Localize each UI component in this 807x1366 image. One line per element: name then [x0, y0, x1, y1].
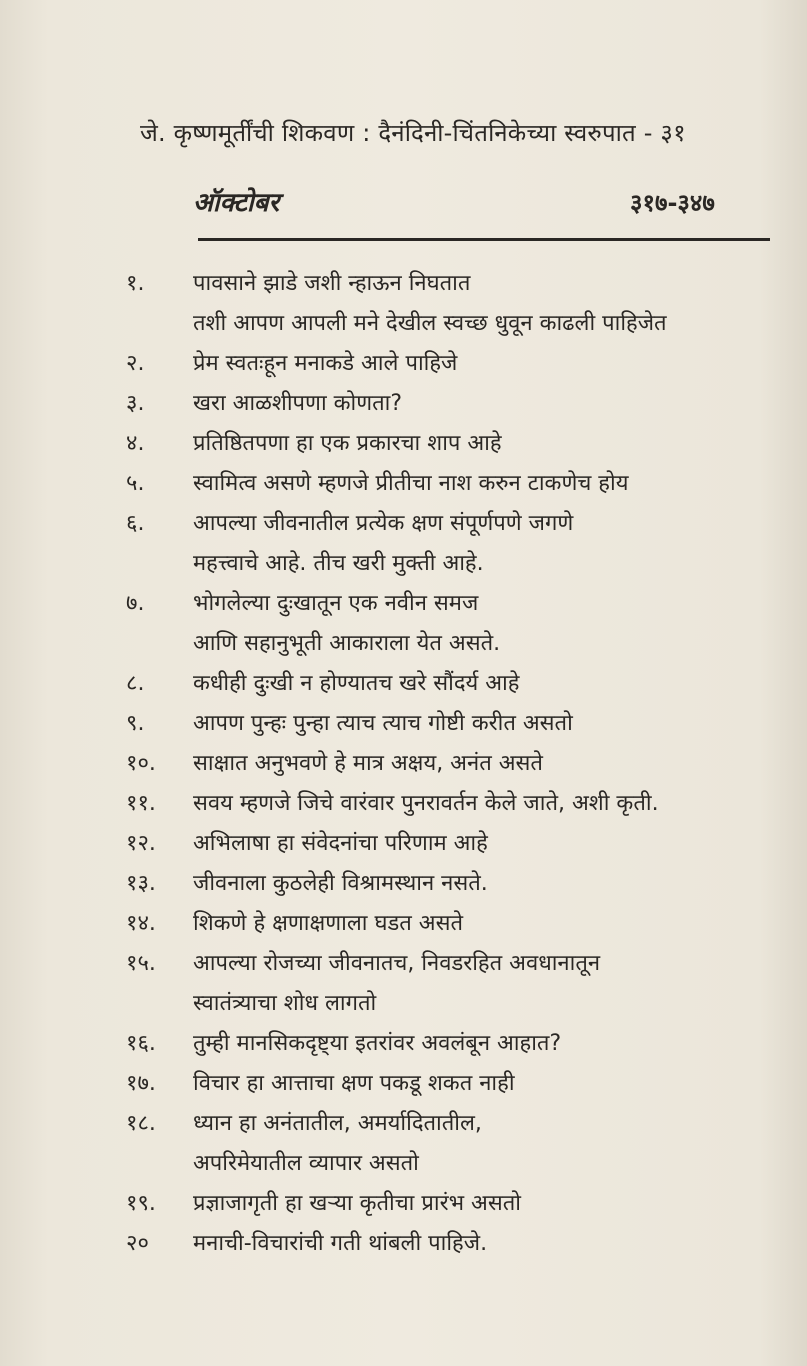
entry-number: ७. — [126, 591, 145, 616]
entry-number: १९. — [126, 1191, 156, 1216]
list-item — [0, 864, 807, 904]
entry-number: ८. — [126, 671, 145, 696]
entry-number: ९. — [126, 711, 145, 736]
list-item — [0, 1064, 807, 1104]
entry-number: २. — [126, 351, 145, 376]
list-item — [0, 424, 807, 464]
entry-number: ११. — [126, 791, 156, 816]
list-item — [0, 1024, 807, 1064]
entry-text: प्रज्ञाजागृती हा खऱ्या कृतीचा प्रारंभ असतो — [193, 1191, 521, 1216]
entry-text: शिकणे हे क्षणाक्षणाला घडत असते — [193, 911, 464, 936]
entry-number: १६. — [126, 1031, 156, 1056]
header-rule — [198, 238, 770, 241]
entry-text: तशी आपण आपली मने देखील स्वच्छ धुवून काढली पाहिजेत — [193, 311, 667, 336]
entry-text: प्रतिष्ठितपणा हा एक प्रकारचा शाप आहे — [193, 431, 502, 456]
entry-number: १८. — [126, 1111, 156, 1136]
entry-text: आपल्या जीवनातील प्रत्येक क्षण संपूर्णपणे जगणे — [193, 511, 574, 536]
entry-text: आपल्या रोजच्या जीवनातच, निवडरहित अवधानातून — [193, 951, 601, 976]
list-item — [0, 904, 807, 944]
entry-number: १५. — [126, 951, 156, 976]
list-item — [0, 824, 807, 864]
list-item — [0, 464, 807, 504]
list-item — [0, 1224, 807, 1264]
list-item — [0, 1184, 807, 1224]
entry-text: तुम्ही मानसिकदृष्ट्या इतरांवर अवलंबून आहात? — [193, 1031, 562, 1056]
entry-text: विचार हा आत्ताचा क्षण पकडू शकत नाही — [193, 1071, 515, 1096]
entry-text: आपण पुन्हः पुन्हा त्याच त्याच गोष्टी करीत असतो — [193, 711, 573, 736]
list-item — [0, 784, 807, 824]
entry-text: मनाची-विचारांची गती थांबली पाहिजे. — [193, 1231, 488, 1256]
entry-text: पावसाने झाडे जशी न्हाऊन निघतात — [193, 271, 471, 296]
entry-number: २० — [126, 1231, 149, 1256]
list-item — [0, 264, 807, 344]
entry-text: साक्षात अनुभवणे हे मात्र अक्षय, अनंत असते — [193, 751, 543, 776]
list-item — [0, 744, 807, 784]
list-item — [0, 664, 807, 704]
entry-text: जीवनाला कुठलेही विश्रामस्थान नसते. — [193, 871, 488, 896]
entry-number: १०. — [126, 751, 156, 776]
page-range: ३१७-३४७ — [630, 189, 715, 217]
entry-text: प्रेम स्वतःहून मनाकडे आले पाहिजे — [193, 351, 458, 376]
list-item — [0, 384, 807, 424]
running-header: जे. कृष्णमूर्तींची शिकवण : दैनंदिनी-चिंतनिकेच्या स्वरुपात - ३१ — [140, 119, 686, 147]
entry-number: १. — [126, 271, 145, 296]
entry-text: आणि सहानुभूती आकाराला येत असते. — [193, 631, 501, 656]
entry-text: स्वामित्व असणे म्हणजे प्रीतीचा नाश करुन टाकणेच होय — [193, 471, 629, 496]
entry-list — [0, 264, 807, 1264]
entry-number: १७. — [126, 1071, 156, 1096]
entry-number: १२. — [126, 831, 156, 856]
list-item — [0, 1104, 807, 1184]
entry-number: ६. — [126, 511, 145, 536]
entry-text: ध्यान हा अनंतातील, अमर्यादितातील, — [193, 1111, 482, 1136]
entry-number: ३. — [126, 391, 145, 416]
list-item — [0, 584, 807, 664]
entry-number: १३. — [126, 871, 156, 896]
entry-number: १४. — [126, 911, 156, 936]
entry-text: अपरिमेयातील व्यापार असतो — [193, 1151, 419, 1176]
list-item — [0, 704, 807, 744]
entry-text: स्वातंत्र्याचा शोध लागतो — [193, 991, 377, 1016]
entry-number: ५. — [126, 471, 145, 496]
entry-number: ४. — [126, 431, 145, 456]
list-item — [0, 504, 807, 584]
entry-text: खरा आळशीपणा कोणता? — [193, 391, 403, 416]
entry-text: अभिलाषा हा संवेदनांचा परिणाम आहे — [193, 831, 488, 856]
list-item — [0, 944, 807, 1024]
entry-text: सवय म्हणजे जिचे वारंवार पुनरावर्तन केले जाते, अशी कृती. — [193, 791, 659, 816]
entry-text: भोगलेल्या दुःखातून एक नवीन समज — [193, 591, 479, 616]
list-item — [0, 344, 807, 384]
month-title: ऑक्टोबर — [193, 188, 280, 218]
entry-text: महत्त्वाचे आहे. तीच खरी मुक्ती आहे. — [193, 551, 484, 576]
entry-text: कधीही दुःखी न होण्यातच खरे सौंदर्य आहे — [193, 671, 520, 696]
